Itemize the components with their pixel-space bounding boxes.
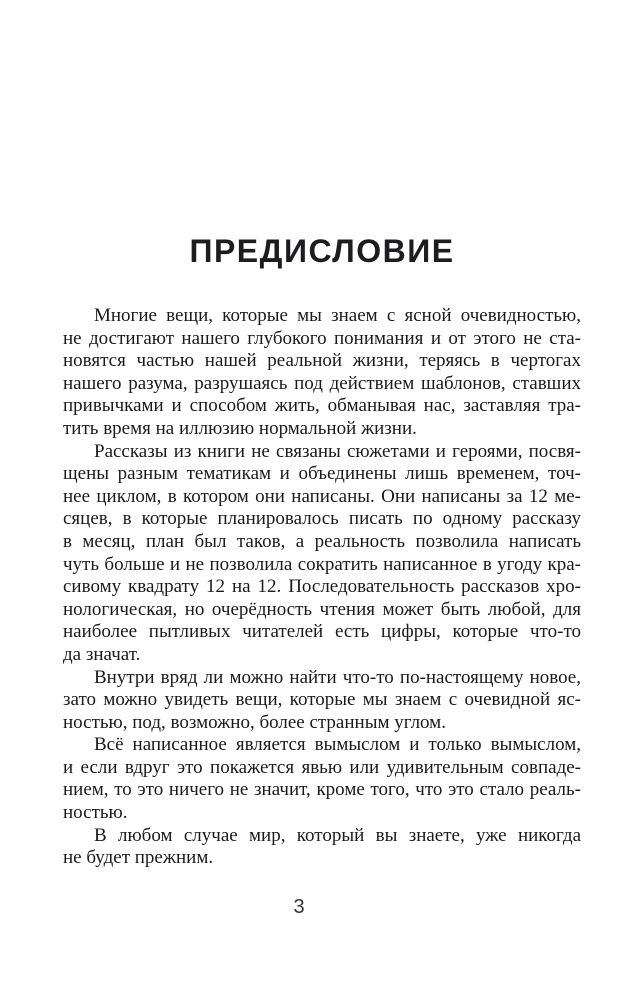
text-line: в месяц, план был таков, а реальность позволила написать — [63, 530, 581, 552]
text-line: не будет прежним. — [63, 847, 214, 869]
text-line: тить время на иллюзию нормальной жизни. — [63, 417, 417, 439]
paragraph — [63, 734, 581, 824]
paragraph — [63, 305, 581, 441]
text-line: сяцев, в которые планировалось писать по одному рассказу — [63, 508, 581, 530]
text-line: ностью, под, возможно, более странным углом. — [63, 711, 446, 733]
text-line: щены разным тематикам и объединены лишь временем, точ- — [63, 463, 581, 485]
paragraph — [63, 825, 581, 870]
text-line: нием, то это ничего не значит, кроме того, что это стало реаль- — [63, 779, 581, 801]
text-line: сивому квадрату 12 на 12. Последовательность рассказов хро- — [63, 576, 581, 598]
text-line: В любом случае мир, который вы знаете, уже никогда — [94, 824, 581, 846]
text-line: нее циклом, в котором они написаны. Они написаны за 12 ме- — [63, 485, 581, 507]
text-line: Многие вещи, которые мы знаем с ясной очевидностью, — [94, 305, 581, 326]
text-line: чуть больше и не позволила сократить написанное в угоду кра- — [63, 553, 581, 575]
text-line: ностью. — [63, 802, 128, 824]
text-line: Внутри вряд ли можно найти что-то по-настоящему новое, — [94, 666, 581, 688]
text-line: не достигают нашего глубокого понимания и от этого не ста- — [63, 327, 581, 349]
text-line: да значат. — [63, 643, 141, 665]
text-line: нашего разума, разрушаясь под действием шаблонов, ставших — [63, 372, 581, 394]
body-text — [63, 305, 581, 870]
text-line: новятся частью нашей реальной жизни, теряясь в чертогах — [63, 350, 581, 372]
text-line: Рассказы из книги не связаны сюжетами и героями, посвя- — [94, 440, 581, 462]
text-line: зато можно увидеть вещи, которые мы знаем с очевидной яс- — [63, 689, 581, 711]
paragraph — [63, 441, 581, 667]
text-line: Всё написанное является вымыслом и только вымыслом, — [94, 734, 581, 756]
page-number: 3 — [293, 896, 305, 918]
chapter-title: ПРЕДИСЛОВИЕ — [189, 233, 455, 269]
text-line: нологическая, но очерёдность чтения может быть любой, для — [63, 598, 581, 620]
paragraph — [63, 667, 581, 735]
text-line: наиболее пытливых читателей есть цифры, которые что-то — [63, 621, 581, 643]
text-line: привычками и способом жить, обманывая нас, заставляя тра- — [63, 395, 581, 417]
text-line: и если вдруг это покажется явью или удивительным совпаде- — [63, 756, 581, 778]
